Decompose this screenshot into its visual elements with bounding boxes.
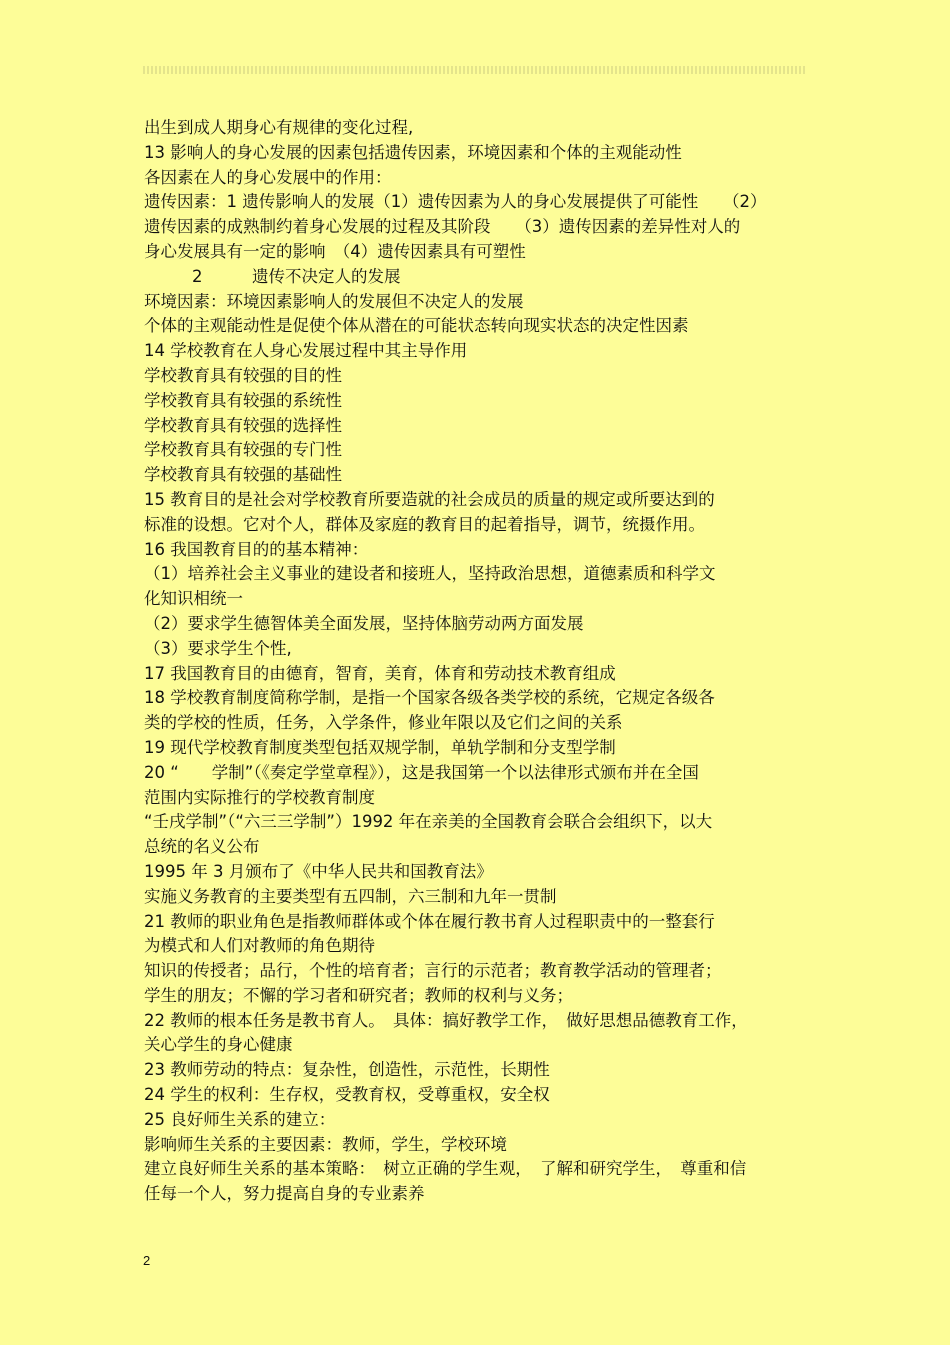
text-line: 知识的传授者；品行，个性的培育者；言行的示范者；教育教学活动的管理者； [144, 961, 722, 981]
text-line: 19 现代学校教育制度类型包括双规学制，单轨学制和分支型学制 [144, 737, 616, 757]
text-line: 15 教育目的是社会对学校教育所要造就的社会成员的质量的规定或所要达到的 [144, 489, 715, 509]
text-line: 1995 年 3 月颁布了《中华人民共和国教育法》 [144, 861, 493, 881]
text-line: 遗传因素的成熟制约着身心发展的过程及其阶段 （3）遗传因素的差异性对人的 [144, 217, 741, 237]
text-line: 23 教师劳动的特点：复杂性，创造性，示范性，长期性 [144, 1060, 550, 1080]
text-line: 13 影响人的身心发展的因素包括遗传因素，环境因素和个体的主观能动性 [144, 142, 682, 162]
text-line: 学校教育具有较强的选择性 [144, 415, 342, 435]
text-line: 为模式和人们对教师的角色期待 [144, 936, 375, 956]
document-body [144, 116, 809, 1207]
text-line: 影响师生关系的主要因素：教师，学生，学校环境 [144, 1134, 507, 1154]
text-line: 学校教育具有较强的基础性 [144, 465, 342, 485]
text-line: 25 良好师生关系的建立： [144, 1109, 336, 1129]
text-line: 实施义务教育的主要类型有五四制，六三制和九年一贯制 [144, 886, 557, 906]
text-line: 18 学校教育制度简称学制，是指一个国家各级各类学校的系统，它规定各级各 [144, 688, 715, 708]
text-line: 各因素在人的身心发展中的作用： [144, 167, 392, 187]
text-line: 个体的主观能动性是促使个体从潜在的可能状态转向现实状态的决定性因素 [144, 316, 689, 336]
text-line: 20 “ 学制”（《奏定学堂章程》），这是我国第一个以法律形式颁布并在全国 [144, 762, 699, 782]
text-line: 类的学校的性质，任务，入学条件，修业年限以及它们之间的关系 [144, 713, 623, 733]
text-line: 身心发展具有一定的影响 （4）遗传因素具有可塑性 [144, 241, 526, 261]
text-line: “壬戌学制”（“六三三学制”）1992 年在亲美的全国教育会联合会组织下，以大 [144, 812, 713, 832]
text-line: 出生到成人期身心有规律的变化过程, [144, 118, 414, 137]
header-noise-strip [143, 66, 805, 74]
text-line: （2）要求学生德智体美全面发展，坚持体脑劳动两方面发展 [144, 613, 584, 633]
text-line: 学校教育具有较强的目的性 [144, 365, 342, 385]
text-line: 22 教师的根本任务是教书育人。 具体：搞好教学工作， 做好思想品德教育工作， [144, 1010, 748, 1030]
page-number: 2 [143, 1253, 151, 1268]
text-line: （1）培养社会主义事业的建设者和接班人，坚持政治思想，道德素质和科学文 [144, 564, 716, 584]
text-line: 环境因素：环境因素影响人的发展但不决定人的发展 [144, 291, 524, 311]
text-line: （3）要求学生个性, [144, 638, 292, 658]
text-line: 关心学生的身心健康 [144, 1035, 293, 1055]
text-line: 总统的名义公布 [144, 837, 260, 857]
text-line: 范围内实际推行的学校教育制度 [144, 787, 375, 807]
text-line: 标准的设想。它对个人，群体及家庭的教育目的起着指导，调节，统摄作用。 [144, 514, 705, 534]
text-line: 遗传因素：1 遗传影响人的发展（1）遗传因素为人的身心发展提供了可能性 （2） [144, 192, 767, 212]
text-line: 化知识相统一 [144, 589, 243, 609]
text-line: 学校教育具有较强的系统性 [144, 390, 342, 410]
text-line: 建立良好师生关系的基本策略： 树立正确的学生观， 了解和研究学生， 尊重和信 [144, 1159, 747, 1179]
text-line: 学校教育具有较强的专门性 [144, 440, 342, 460]
text-line: 21 教师的职业角色是指教师群体或个体在履行教书育人过程职责中的一整套行 [144, 911, 715, 931]
text-line: 17 我国教育目的由德育，智育，美育，体育和劳动技术教育组成 [144, 663, 616, 683]
text-line: 16 我国教育目的的基本精神： [144, 539, 369, 559]
text-line: 14 学校教育在人身心发展过程中其主导作用 [144, 341, 468, 361]
text-line: 学生的朋友；不懈的学习者和研究者；教师的权利与义务； [144, 985, 573, 1005]
text-line: 2 遗传不决定人的发展 [192, 266, 401, 286]
text-line: 24 学生的权利：生存权，受教育权，受尊重权，安全权 [144, 1085, 550, 1105]
text-line: 任每一个人，努力提高自身的专业素养 [144, 1184, 425, 1204]
